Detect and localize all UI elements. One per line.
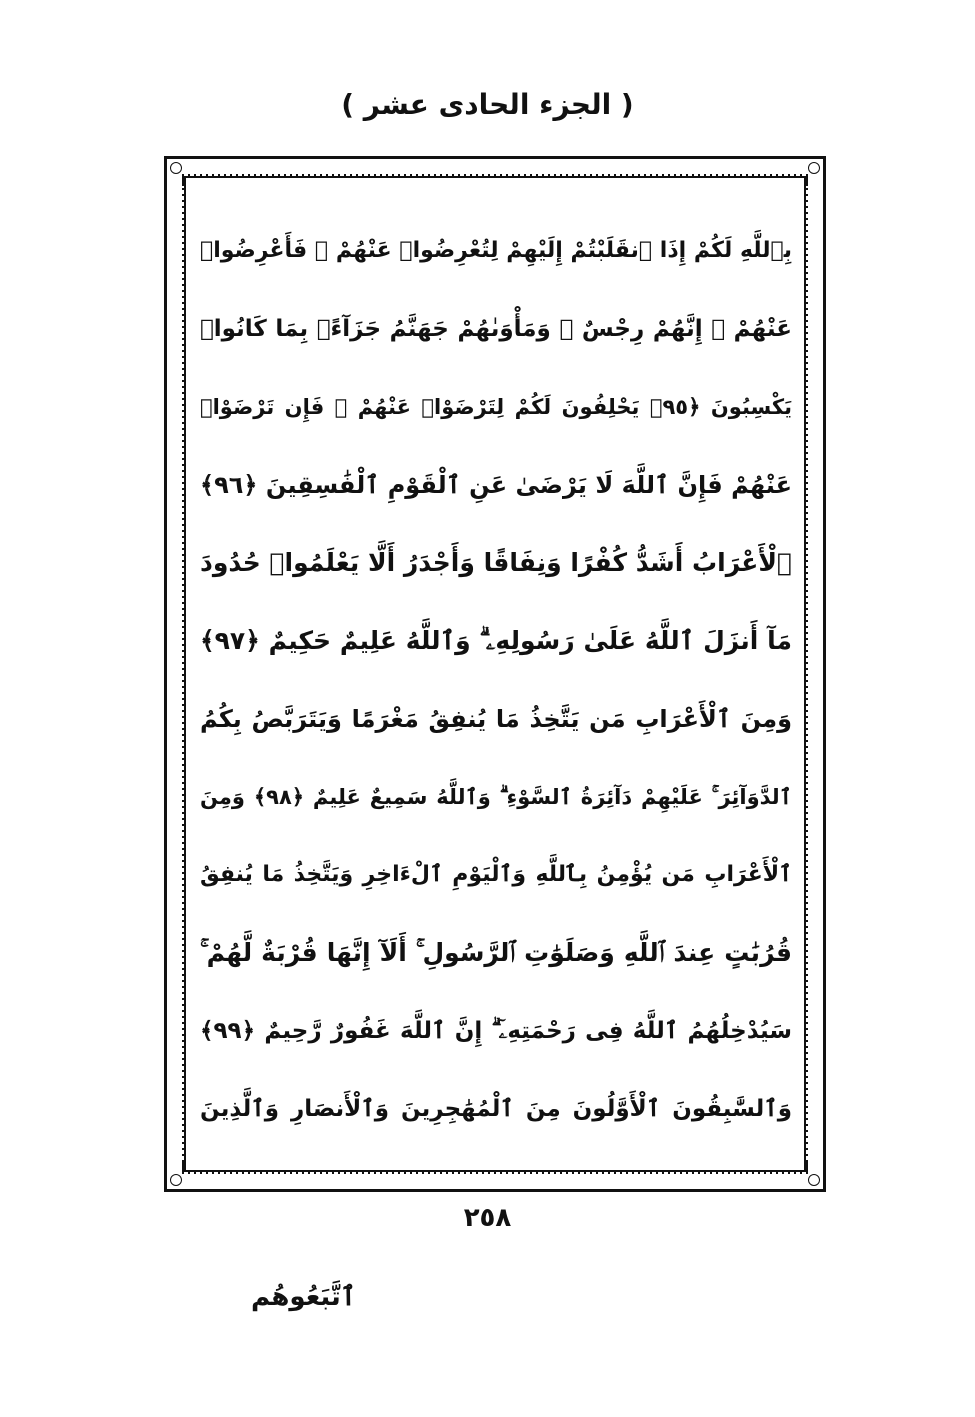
verse-line: عَنْهُمْ فَإِنَّ ٱللَّهَ لَا يَرْضَىٰ عَنِ ٱلْقَوْمِ ٱلْفَٰسِقِينَ ﴿٩٦﴾ (200, 471, 792, 499)
verse-line: مَآ أَنزَلَ ٱللَّهُ عَلَىٰ رَسُولِهِۦ ۗ وَٱللَّهُ عَلِيمٌ حَكِيمٌ ﴿٩٧﴾ (200, 626, 792, 655)
frame-corner-ornament-bottom-left (170, 1174, 182, 1186)
verse-line: وَٱلسَّٰبِقُونَ ٱلْأَوَّلُونَ مِنَ ٱلْمُهَٰجِرِينَ وَٱلْأَنصَارِ وَٱلَّذِينَ (200, 1096, 792, 1122)
verse-line: ٱلْأَعْرَابُ أَشَدُّ كُفْرًا وَنِفَاقًا وَأَجْدَرُ أَلَّا يَعْلَمُوا۟ حُدُودَ (200, 548, 792, 577)
catchword: ٱتَّبَعُوهُم (250, 1282, 356, 1312)
frame-corner-ornament-top-left (170, 162, 182, 174)
frame-corner-ornament-bottom-right (808, 1174, 820, 1186)
verse-line: قُرُبَٰتٍ عِندَ ٱللَّهِ وَصَلَوَٰتِ ٱلرَّسُولِ ۚ أَلَآ إِنَّهَا قُرْبَةٌ لَّهُمْ ۚ (200, 938, 792, 967)
frame-corner-ornament-top-right (808, 162, 820, 174)
verse-text-block (200, 196, 792, 1156)
verse-line: يَكْسِبُونَ ﴿٩٥﴾ يَحْلِفُونَ لَكُمْ لِتَرْضَوْا۟ عَنْهُمْ ۖ فَإِن تَرْضَوْا۟ (200, 395, 792, 419)
verse-line: بِٱللَّهِ لَكُمْ إِذَا ٱنقَلَبْتُمْ إِلَيْهِمْ لِتُعْرِضُوا۟ عَنْهُمْ ۖ فَأَعْرِضُوا۟ (200, 238, 792, 263)
verse-line: سَيُدْخِلُهُمُ ٱللَّهُ فِى رَحْمَتِهِۦٓ ۗ إِنَّ ٱللَّهَ غَفُورٌ رَّحِيمٌ ﴿٩٩﴾ (200, 1018, 792, 1044)
page-header: ( الجزء الحادى عشر ) (341, 88, 634, 121)
verse-line: ٱلْأَعْرَابِ مَن يُؤْمِنُ بِٱللَّهِ وَٱلْيَوْمِ ٱلْءَاخِرِ وَيَتَّخِذُ مَا يُنفِقُ (200, 862, 792, 887)
page-number: ٢٥٨ (463, 1203, 512, 1233)
verse-line: عَنْهُمْ ۖ إِنَّهُمْ رِجْسٌ ۖ وَمَأْوَىٰهُمْ جَهَنَّمُ جَزَآءًۢ بِمَا كَانُوا۟ (200, 316, 792, 342)
verse-line: ٱلدَّوَآئِرَ ۚ عَلَيْهِمْ دَآئِرَةُ ٱلسَّوْءِ ۗ وَٱللَّهُ سَمِيعٌ عَلِيمٌ ﴿٩٨﴾ وَمِنَ (200, 785, 792, 809)
verse-line: وَمِنَ ٱلْأَعْرَابِ مَن يَتَّخِذُ مَا يُنفِقُ مَغْرَمًا وَيَتَرَبَّصُ بِكُمُ (200, 705, 792, 733)
